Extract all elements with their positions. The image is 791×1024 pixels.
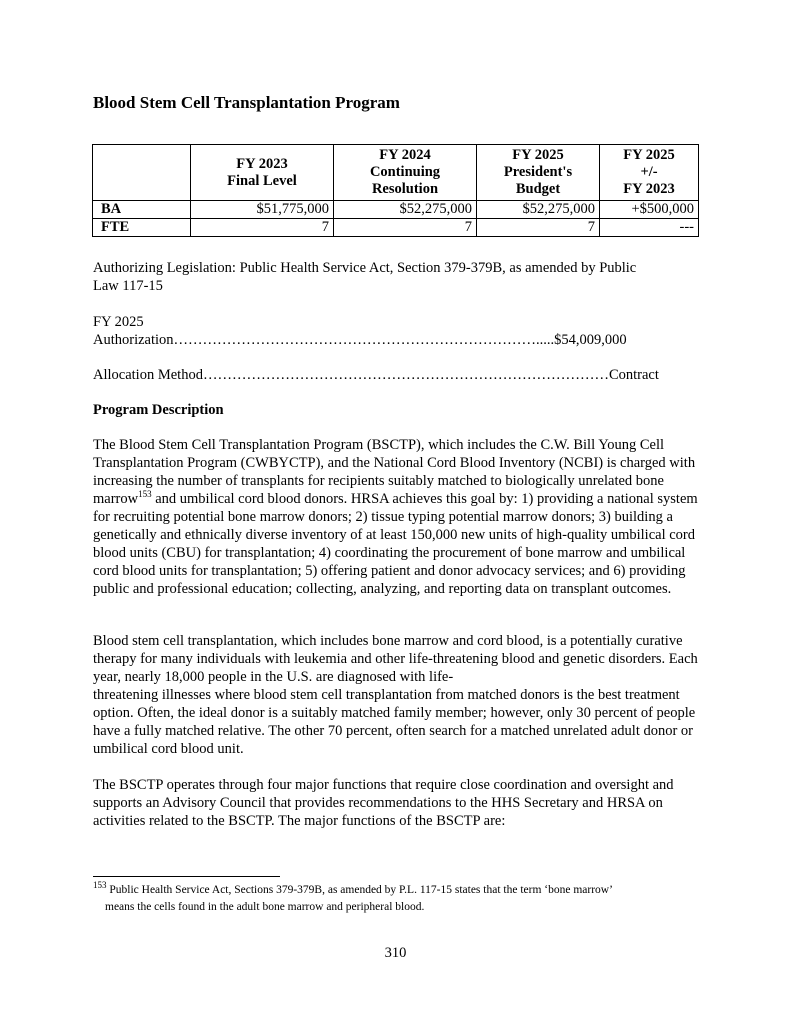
header-line: FY 2025	[623, 147, 675, 163]
footnote-divider	[93, 876, 280, 877]
paragraph-1	[93, 436, 703, 598]
paragraph-2	[93, 632, 703, 758]
authorization-label: Authorization	[93, 332, 174, 348]
row-label-ba: BA	[93, 201, 191, 219]
authorizing-legislation	[93, 259, 703, 295]
authorization-amount	[93, 313, 703, 349]
allocation-value: Contract	[608, 367, 659, 383]
table-cell: 7	[191, 219, 334, 237]
authorizing-line-1: Authorizing Legislation: Public Health Service Act, Section 379-379B, as amended by Public	[93, 260, 637, 276]
footnote-line-2: means the cells found in the adult bone marrow and peripheral blood.	[105, 901, 425, 913]
table-cell: 7	[334, 219, 477, 237]
table-cell: $51,775,000	[191, 201, 334, 219]
table-row	[93, 201, 699, 219]
header-line: FY 2023	[236, 155, 288, 172]
allocation-method	[93, 366, 703, 384]
program-description-heading: Program Description	[93, 402, 224, 418]
paragraph-3: The BSCTP operates through four major functions that require close coordination and oversight and supports an Advisory Council that provides recommendations to the HHS Secretary and HRSA on activities related to the BSCTP. The major functions of the BSCTP are:	[93, 777, 674, 829]
footnote-ref: 153	[138, 489, 152, 500]
table-row	[93, 219, 699, 237]
table-cell: $52,275,000	[477, 201, 600, 219]
authorizing-line-2: Law 117-15	[93, 278, 163, 294]
header-line: FY 2024	[379, 147, 431, 163]
paragraph-1-text-cont: and umbilical cord blood donors. HRSA achieves this goal by: 1) providing a national system for recruiting potential bone marrow donors; 2) tissue typing potential marrow donors; 3) building a genetically and ethnically diverse inventory of at least 150,000 new units of high-quality umbilical cord blood units (CBU) for transplantation; 4) coordinating the procurement of bone marrow and umbilical cord blood units for transplantation; 5) offering patient and donor advocacy services; and 6) providing public and professional education; collecting, analyzing, and reporting data on transplant outcomes.	[93, 491, 698, 597]
header-cell-fy2025	[477, 145, 600, 201]
allocation-leader-line	[93, 367, 659, 383]
header-cell-fy2023	[191, 145, 334, 201]
header-line: Budget	[515, 181, 561, 197]
header-line: President's	[503, 164, 573, 180]
header-cell-fy2024	[334, 145, 477, 201]
leader-dots: …………………………………………………………………………	[202, 367, 609, 383]
paragraph-2-text-cont: threatening illnesses where blood stem cell transplantation from matched donors is the best treatment option. Often, the ideal donor is a suitably matched family member; however, only 30 percent of people have a fully matched relative. The other 70 percent, often search for a matched unrelated adult donor or umbilical cord blood unit.	[93, 687, 696, 757]
authorization-leader-line	[93, 332, 627, 348]
table-cell: ---	[600, 219, 699, 237]
allocation-label: Allocation Method	[93, 367, 203, 383]
footnote-number: 153	[93, 880, 107, 891]
table-cell: 7	[477, 219, 600, 237]
authorization-fy: FY 2025	[93, 314, 144, 330]
paragraph-2-text: Blood stem cell transplantation, which includes bone marrow and cord blood, is a potentially curative therapy for many individuals with leukemia and other life-threatening blood and genetic disorders. Each year, nearly 18,000 people in the U.S. are diagnosed with life-	[93, 633, 698, 685]
row-label-fte: FTE	[93, 219, 191, 237]
header-line: Continuing	[369, 164, 441, 180]
budget-table	[92, 144, 699, 237]
paragraph-1-text: The Blood Stem Cell Transplantation Program (BSCTP), which includes the C.W. Bill Young Cell Transplantation Program (CWBYCTP), and the National Cord Blood Inventory (NCBI) is charged with increasing the number of transplants for recipients suitably matched to biologically unrelated bone marrow	[93, 437, 696, 507]
footnote	[93, 882, 703, 916]
header-line: Final Level	[227, 172, 297, 189]
footnote-line-1: Public Health Service Act, Sections 379-379B, as amended by P.L. 117-15 states that the term ‘bone marrow’	[106, 884, 613, 896]
header-line: FY 2023	[623, 181, 675, 197]
page-title: Blood Stem Cell Transplantation Program	[93, 93, 400, 112]
table-cell: +$500,000	[600, 201, 699, 219]
budget-table-header-row	[93, 145, 699, 201]
page-number: 310	[384, 945, 407, 961]
header-line: FY 2025	[512, 147, 564, 163]
header-line: +/-	[640, 164, 658, 180]
header-line: Resolution	[371, 181, 439, 197]
header-cell-difference	[600, 145, 699, 201]
table-cell: $52,275,000	[334, 201, 477, 219]
header-cell-empty	[93, 145, 191, 201]
authorization-value: $54,009,000	[554, 332, 627, 348]
leader-dots: ………………………………………………………………….....	[173, 332, 555, 348]
